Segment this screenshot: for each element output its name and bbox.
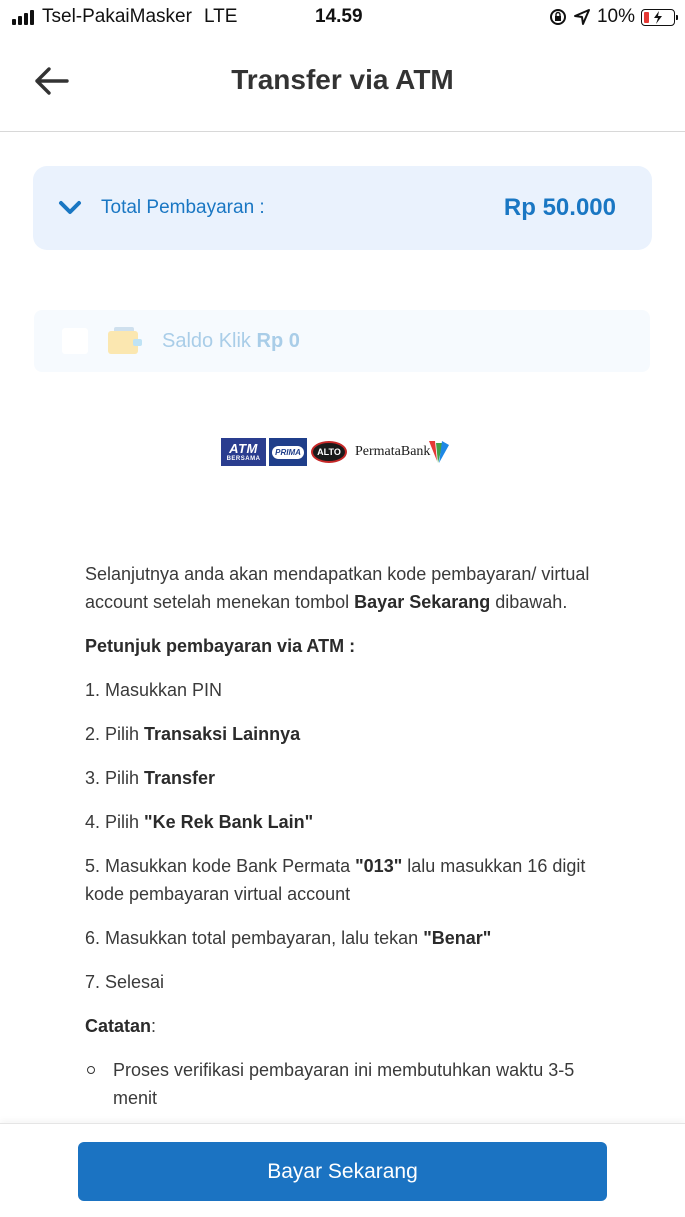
step-1: 1. Masukkan PIN [85,680,223,700]
chevron-down-icon[interactable] [57,195,83,221]
battery-icon [641,9,675,26]
atm-bersama-logo: ATM BERSAMA [221,438,266,466]
total-payment-value: Rp 50.000 [503,194,616,221]
step-2: 2. Pilih Transaksi Lainnya [85,724,301,744]
step-6: 6. Masukkan total pembayaran, lalu tekan "Benar" [85,928,492,948]
note-item [85,1056,605,1112]
permata-bank-logo: PermataBank [355,439,450,465]
saldo-klik-option[interactable] [34,310,650,372]
note-text: Proses verifikasi pembayaran ini membutuhkan waktu 3-5 menit [113,1060,575,1108]
step-3: 3. Pilih Transfer [85,768,216,788]
saldo-label: Saldo Klik [162,329,251,352]
saldo-klik-label [162,330,300,353]
prima-logo: PRIMA [269,438,307,466]
instructions-heading: Petunjuk pembayaran via ATM : [85,636,356,656]
intro-text: Selanjutnya anda akan mendapatkan kode pembayaran/ virtual account setelah menekan tombol Bayar Sekarang dibawah. [85,564,590,612]
status-time: 14.59 [315,6,363,27]
total-payment-card[interactable] [33,166,652,250]
payment-instructions [85,560,605,1112]
status-bar [0,0,685,36]
network-type: LTE [203,6,238,27]
signal-icon [12,9,34,25]
battery-percent: 10% [596,6,635,27]
page-title: Transfer via ATM [231,64,454,95]
location-arrow-icon [573,8,591,26]
bank-logos [221,438,450,466]
app-header [0,36,685,132]
wallet-icon [106,326,144,356]
total-payment-label: Total Pembayaran : [101,197,265,218]
carrier-name: Tsel-PakaiMasker [42,6,192,27]
notes-heading: Catatan: [85,1016,157,1036]
pay-now-button[interactable]: Bayar Sekarang [78,1142,607,1201]
bullet-icon [87,1066,95,1074]
alto-logo: ALTO [310,438,348,466]
status-right [549,6,675,28]
orientation-lock-icon [549,8,567,26]
step-7: 7. Selesai [85,972,165,992]
step-5: 5. Masukkan kode Bank Permata "013" lalu masukkan 16 digit kode pembayaran virtual account [85,856,586,904]
step-4: 4. Pilih "Ke Rek Bank Lain" [85,812,314,832]
status-left [12,6,237,28]
saldo-amount: Rp 0 [256,329,300,352]
bottom-action-bar [0,1123,685,1217]
saldo-checkbox[interactable] [62,328,88,354]
